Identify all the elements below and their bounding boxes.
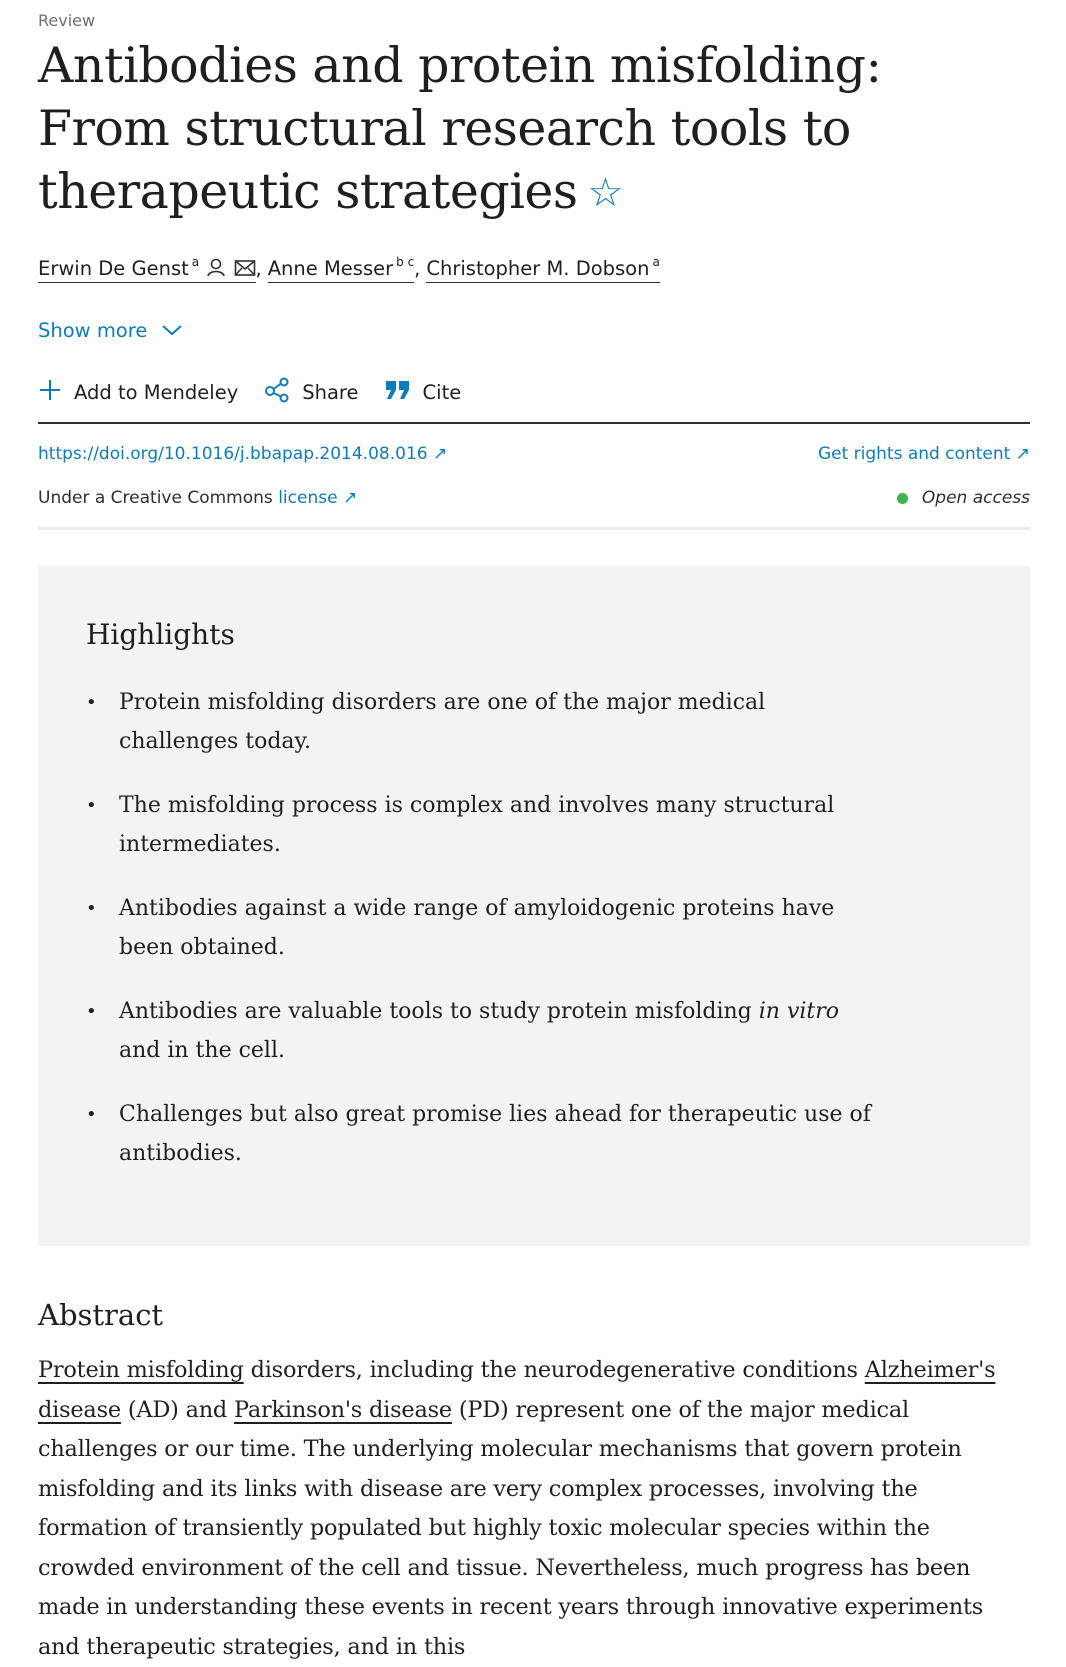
- highlight-item: • The misfolding process is complex and involves many structural intermediates.: [86, 786, 886, 864]
- external-link-icon: ↗: [1015, 444, 1030, 464]
- author-erwin-de-genst[interactable]: [38, 255, 256, 283]
- highlight-item: • Antibodies against a wide range of amyloidogenic proteins have been obtained.: [86, 889, 886, 967]
- quote-icon: [385, 379, 423, 406]
- doi-text: https://doi.org/10.1016/j.bbapap.2014.08.016: [38, 444, 428, 464]
- get-rights-text: Get rights and content: [817, 444, 1011, 464]
- article-title: [38, 34, 998, 225]
- divider: [38, 422, 1030, 424]
- highlight-item-in-vitro: • Antibodies are valuable tools to study protein misfolding in vitro and in the cell.: [86, 992, 886, 1070]
- abstract-text-segment: disorders, including the neurodegenerative conditions: [243, 1357, 865, 1383]
- license-statement: [38, 488, 357, 508]
- article-type: Review: [38, 11, 96, 30]
- author-separator: ,: [414, 257, 421, 280]
- doi-link[interactable]: [38, 444, 447, 464]
- author-affiliation: b c: [396, 255, 415, 269]
- article-title-text: Antibodies and protein misfolding: From structural research tools to therapeutic strategies: [38, 37, 882, 220]
- license-link-text: license: [278, 488, 338, 508]
- abstract-heading: Abstract: [38, 1298, 164, 1332]
- plus-icon: [38, 378, 74, 407]
- person-icon: [205, 257, 233, 280]
- get-rights-link[interactable]: [818, 444, 1030, 464]
- license-prefix: Under a Creative Commons: [38, 488, 273, 508]
- external-link-icon: ↗: [432, 444, 448, 464]
- highlight-item: • Protein misfolding disorders are one of the major medical challenges today.: [86, 683, 886, 761]
- highlights-box: [38, 566, 1030, 1246]
- abstract-text-segment: (AD) and: [120, 1396, 234, 1423]
- term-link-alzheimers-disease[interactable]: Alzheimer's disease: [38, 1357, 996, 1423]
- author-name: Erwin De Genst: [38, 257, 189, 280]
- author-anne-messer[interactable]: [268, 255, 414, 283]
- doi-row: [38, 444, 1030, 464]
- add-to-mendeley-button[interactable]: [38, 378, 238, 407]
- add-to-mendeley-label: Add to Mendeley: [74, 381, 239, 404]
- author-christopher-dobson[interactable]: [426, 255, 659, 283]
- author-separator: ,: [255, 257, 262, 280]
- open-access-dot-icon: [897, 493, 908, 504]
- author-affiliation: a: [652, 255, 660, 269]
- license-row: [38, 488, 1030, 508]
- star-icon[interactable]: ☆: [587, 170, 623, 216]
- show-more-label: Show more: [38, 319, 148, 342]
- abstract-text-segment: (PD) represent one of the major medical challenges or our time. The underlying molecular mechanisms that govern protein misfolding and its links with disease are very complex processes, involving the formation of transiently populated but highly toxic molecular species within the crowded environment of the cell and tissue. Nevertheless, much progress has been made in understanding these events in recent years through innovative experiments and therapeutic strategies, and in this: [38, 1396, 984, 1660]
- cite-button[interactable]: [385, 379, 462, 406]
- highlight-item: • Challenges but also great promise lies ahead for therapeutic use of antibodies.: [86, 1095, 886, 1173]
- author-affiliation: a: [191, 255, 200, 269]
- chevron-down-icon: [147, 319, 183, 342]
- term-link-parkinsons-disease[interactable]: Parkinson's disease: [234, 1396, 452, 1423]
- envelope-icon: [234, 257, 256, 280]
- cite-label: Cite: [422, 381, 462, 404]
- open-access-label: Open access: [921, 488, 1030, 508]
- open-access-badge: [897, 488, 1030, 508]
- term-link-protein-misfolding[interactable]: Protein misfolding: [38, 1357, 244, 1383]
- share-button[interactable]: [264, 377, 358, 408]
- share-icon: [264, 377, 302, 408]
- highlights-list: [86, 683, 886, 1198]
- article-toolbar: [38, 377, 487, 408]
- license-link[interactable]: [278, 488, 357, 508]
- abstract-text: [38, 1351, 1030, 1667]
- divider: [38, 527, 1030, 530]
- show-more-button[interactable]: [38, 319, 183, 342]
- author-name: Anne Messer: [267, 257, 394, 280]
- share-label: Share: [302, 381, 359, 404]
- external-link-icon: ↗: [342, 488, 358, 508]
- author-name: Christopher M. Dobson: [426, 257, 650, 280]
- author-list: [38, 255, 660, 283]
- highlights-heading: Highlights: [86, 618, 235, 651]
